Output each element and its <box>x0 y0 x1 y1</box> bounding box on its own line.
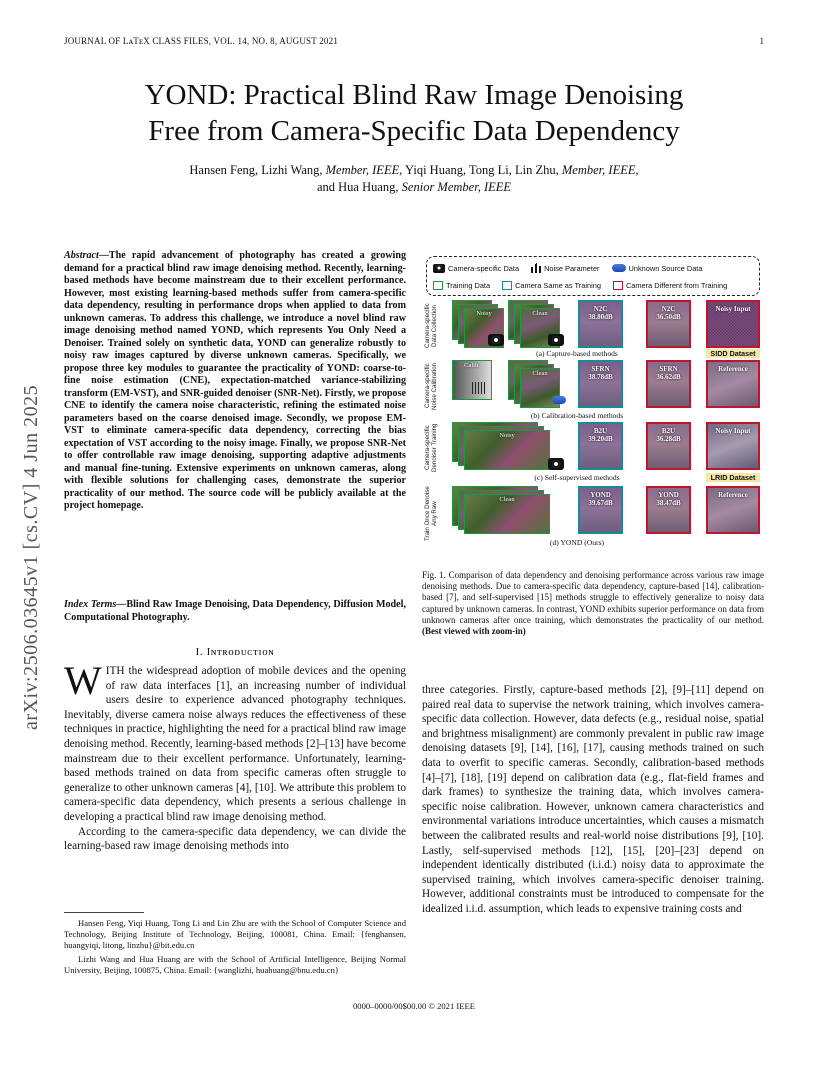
authors-line2-a: and Hua Huang, <box>316 180 399 194</box>
psnr-value: 39.20dB <box>588 435 613 443</box>
method-name: N2C <box>593 305 608 313</box>
legend-label: Camera-specific Data <box>448 263 520 273</box>
training-thumbs <box>452 486 570 536</box>
intro-paragraph-1 <box>64 658 406 825</box>
figure-row-c <box>422 422 764 484</box>
thumb-image <box>464 494 550 534</box>
cloud-icon <box>552 396 566 404</box>
index-terms-lead: Index Terms <box>64 599 117 610</box>
psnr-value: 38.47dB <box>656 499 681 507</box>
dataset-label: LRID Dataset <box>706 473 760 482</box>
legend-label: Training Data <box>446 280 491 290</box>
dropcap: W <box>64 658 102 703</box>
legend-camera-different <box>613 281 727 290</box>
title-line-1: YOND: Practical Blind Raw Image Denoising <box>144 79 684 111</box>
method-name: B2U <box>661 427 676 435</box>
legend-camera-same <box>502 281 601 290</box>
legend-unknown-source <box>612 264 703 273</box>
legend-label: Camera Same as Training <box>515 280 601 290</box>
result-different-camera <box>646 360 691 408</box>
page-number: 1 <box>759 36 764 46</box>
arxiv-stamp: arXiv:2506.03645v1 [cs.CV] 4 Jun 2025 <box>20 384 42 730</box>
result-same-camera <box>578 422 623 470</box>
bar-chart-icon <box>531 263 541 273</box>
row-caption: (c) Self-supervised methods <box>534 473 620 482</box>
author-list <box>64 162 764 196</box>
running-head: JOURNAL OF LᴀTᴇX CLASS FILES, VOL. 14, NO. 8, AUGUST 2021 <box>64 36 339 46</box>
camera-icon <box>433 264 445 273</box>
authors-line1-c: Yiqi Huang, Tong Li, Lin Zhu, <box>405 163 559 177</box>
thumb-label: Clean <box>499 496 515 503</box>
thumb-label: Calib. <box>464 362 480 369</box>
noisy-input-label: Noisy Input <box>715 305 751 313</box>
method-name: SFRN <box>659 365 678 373</box>
thumb-image <box>452 360 492 400</box>
psnr-value: 39.67dB <box>588 499 613 507</box>
legend-training-data <box>433 281 490 290</box>
footnote-affiliation-1 <box>64 918 406 951</box>
authors-line1-a: Hansen Feng, Lizhi Wang, <box>189 163 323 177</box>
psnr-value: 36.50dB <box>656 313 681 321</box>
copyright-line: 0000–0000/00$00.00 © 2021 IEEE <box>352 1001 476 1011</box>
reference-image <box>706 360 760 408</box>
row-caption: (a) Capture-based methods <box>536 349 618 358</box>
cloud-icon <box>612 264 626 272</box>
training-thumbs <box>452 422 570 472</box>
reference-label: Reference <box>718 491 748 499</box>
camera-icon <box>548 334 564 346</box>
reference-label: Reference <box>718 365 748 373</box>
figure-1 <box>422 250 764 560</box>
legend-noise-parameter <box>531 263 599 273</box>
legend-label: Noise Parameter <box>544 263 600 273</box>
abstract-lead: Abstract <box>64 250 99 261</box>
result-different-camera <box>646 300 691 348</box>
green-swatch-icon <box>433 281 443 290</box>
result-same-camera <box>578 360 623 408</box>
dataset-label: SIDD Dataset <box>706 349 760 358</box>
method-name: B2U <box>593 427 608 435</box>
figure-row-b <box>422 360 764 422</box>
figure-legend <box>426 256 760 296</box>
noisy-input-image <box>706 422 760 470</box>
index-terms <box>64 599 406 624</box>
thumb-image <box>464 430 550 470</box>
result-same-camera <box>578 300 623 348</box>
figure-caption-text: Fig. 1. Comparison of data dependency and denoising performance across various raw image denoising methods. Due to camera-specific data dependency, capture-based [14], calibration-based [7], and self-supervised [15] methods struggle to effectively generalize to noisy data captured by unknown cameras. In contrast, YOND exhibits superior performance on data from unknown cameras after once training, which demonstrates the practicality of our method. <box>422 570 764 625</box>
row-label: Camera-specific Noise Calibration <box>424 362 438 410</box>
figure-caption-bold: (Best viewed with zoom-in) <box>422 626 526 637</box>
teal-swatch-icon <box>502 281 512 290</box>
row-label: Train Once Denoise Any Raw <box>424 486 438 542</box>
row-label: Camera-specific Data Collection <box>424 303 438 349</box>
figure-row-d <box>422 486 764 552</box>
abstract-text: —The rapid advancement of photography has created a growing demand for a practical blind raw image denoising method. Recently, learning-based methods have become mainstream due to their excellent performance. However, most existing learning-based methods suffer from camera-specific data dependency, resulting in performance drops when applied to data from unknown cameras. To address this challenge, we introduce a novel blind raw image denoising method named YOND, which represents You Only Need a Denoiser. Trained solely on synthetic data, YOND can generalize robustly to noisy raw images captured by diverse unknown cameras. Specifically, we propose three key modules to guarantee the practicality of YOND: coarse-to-fine noise estimation (CNE), expectation-matched variance-stabilizing transform (EM-VST), and SNR-guided denoiser (SNR-Net). Firstly, we propose CNE to identify the camera noise characteristic, refining the estimated noise parameters based on the coarse denoised image. Secondly, we propose EM-VST to eliminate camera-specific data dependency, correcting the bias expectation of VST according to the noisy image. Finally, we propose SNR-Net to offer controllable raw image denoising, supporting adaptive adjustments and manual fine-tuning. Extensive experiments on unknown cameras, along with flexible solutions for challenging cases, demonstrate the superior practicality of our method. The source code will be publicly available at the project homepage. <box>64 250 406 511</box>
thumb-label: Clean <box>532 310 548 317</box>
psnr-value: 36.28dB <box>656 435 681 443</box>
right-column-text: three categories. Firstly, capture-based methods [2], [9]–[11] depend on paired real data to supervise the network training, which involves camera-specific data collection. However, data defects (e.g., residual noise, spatial and brightness misalignment) are commonly prevalent in public raw image denoising datasets [9], [14], [16], [17], causing methods trained on such data to overfit to specific cameras. Secondly, calibration-based methods [4]–[7], [18], [19] depend on calibration data (e.g., flat-field frames and dark frames) to synthesize the training data, which involves camera-specific noise calibration. However, unknown camera characteristics and environmental variations introduce uncertainties, which causes a mismatch between the calibrated results and real-world noise distributions [9], [10]. Lastly, self-supervised methods [12], [15], [20]–[23] depend on independent identically distributed (i.i.d.) noisy data to approximate the supervised training, which involves camera-specific denoiser training. However, additional constraints must be introduced to compensate for the idealized i.i.d. assumption, which leads to expensive training costs and <box>422 684 764 915</box>
row-caption: (d) YOND (Ours) <box>549 538 605 547</box>
paper-title <box>64 77 764 149</box>
camera-icon <box>488 334 504 346</box>
result-same-camera <box>578 486 623 534</box>
result-different-camera <box>646 422 691 470</box>
psnr-value: 36.62dB <box>656 373 681 381</box>
section-heading: I. Iɴᴛʀᴏᴅᴜᴄᴛɪᴏɴ <box>195 646 275 658</box>
row-label: Camera-specific Denoiser Training <box>424 423 438 473</box>
authors-line1-b: Member, IEEE, <box>325 163 403 177</box>
reference-image <box>706 486 760 534</box>
legend-label: Camera Different from Training <box>625 280 728 290</box>
figure-row-a <box>422 300 764 362</box>
noisy-input-image <box>706 300 760 348</box>
bar-chart-icon <box>472 382 486 394</box>
title-line-2: Free from Camera-Specific Data Dependency <box>148 115 680 147</box>
introduction-text <box>64 658 406 854</box>
authors-line2-b: Senior Member, IEEE <box>401 180 512 194</box>
result-different-camera <box>646 486 691 534</box>
footnote-1-text: Hansen Feng, Yiqi Huang, Tong Li and Lin Zhu are with the School of Computer Science and Technology, Beijing Institute of Technology, Beijing, 100081, China. Email: {fenghansen, huangyiqi, litong, linzhu}@bit.edu.cn <box>64 918 406 950</box>
method-name: YOND <box>590 491 611 499</box>
abstract <box>64 250 406 513</box>
index-terms-text: —Blind Raw Image Denoising, Data Dependency, Diffusion Model, Computational Photography. <box>64 599 406 623</box>
method-name: N2C <box>661 305 676 313</box>
legend-camera-specific-data <box>433 264 519 273</box>
method-name: YOND <box>658 491 679 499</box>
training-thumbs <box>452 300 570 350</box>
figure-caption <box>422 570 764 637</box>
noisy-input-label: Noisy Input <box>715 427 751 435</box>
psnr-value: 38.78dB <box>588 373 613 381</box>
intro-p1-text: ITH the widespread adoption of mobile devices and the opening of raw data interfaces [1], an increasing number of individual users desire to experience advanced photography techniques. Inevitably, diverse camera noise always reduces the effectiveness of these techniques in practice, highlighting the need for a practical blind raw image denoising method. Recently, learning-based methods [2]–[13] have become mainstream due to their excellent performance. Unfortunately, learning-based methods trained on data from specific cameras often struggle to generalize to other unknown cameras [4], [10]. We attribute this problem to camera-specific data dependency, which presents a serious challenge in developing a practical blind raw image denoising method. <box>64 665 406 823</box>
authors-line1-d: Member, IEEE, <box>561 163 639 177</box>
thumb-label: Noisy <box>499 432 515 439</box>
footnote-affiliation-2 <box>64 954 406 976</box>
footnote-rule <box>64 912 144 913</box>
intro-paragraph-2: According to the camera-specific data dependency, we can divide the learning-based raw image denoising methods into <box>64 825 406 853</box>
thumb-label: Clean <box>532 370 548 377</box>
camera-icon <box>548 458 564 470</box>
red-swatch-icon <box>613 281 623 290</box>
legend-label: Unknown Source Data <box>628 263 703 273</box>
row-caption: (b) Calibration-based methods <box>530 411 624 420</box>
training-thumbs <box>452 360 570 410</box>
thumb-label: Noisy <box>476 310 492 317</box>
method-name: SFRN <box>591 365 610 373</box>
footnote-2-text: Lizhi Wang and Hua Huang are with the School of Artificial Intelligence, Beijing Normal University, Beijing, 100875, China. Email: {wanglizhi, huahuang@bnu.edu.cn} <box>64 954 406 975</box>
psnr-value: 38.80dB <box>588 313 613 321</box>
